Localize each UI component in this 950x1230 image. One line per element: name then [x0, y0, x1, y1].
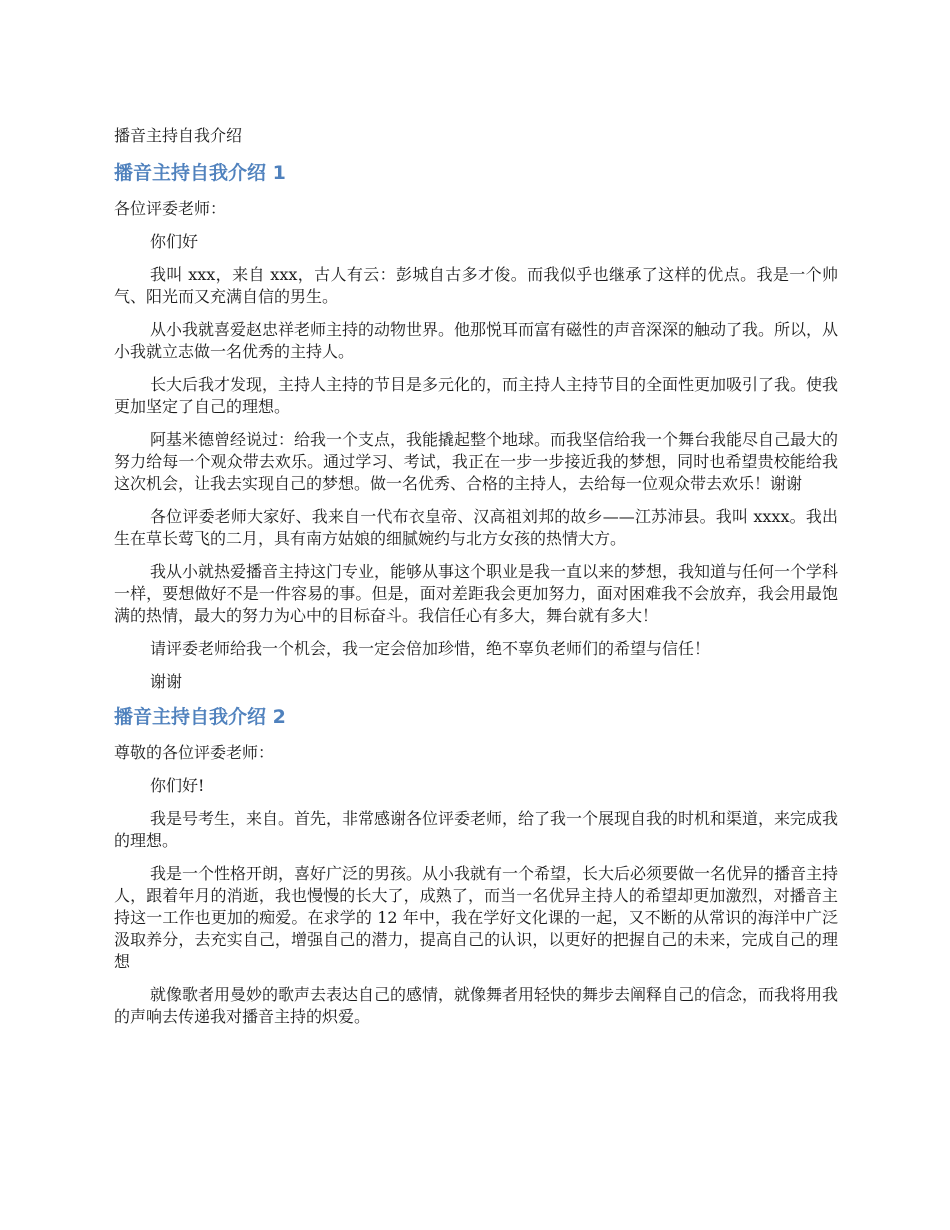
paragraph: 阿基米德曾经说过：给我一个支点，我能撬起整个地球。而我坚信给我一个舞台我能尽自己最大的努力给每一个观众带去欢乐。通过学习、考试，我正在一步一步接近我的梦想，同时也希望贵校能给我这次机会，让我去实现自己的梦想。做一名优秀、合格的主持人，去给每一位观众带去欢乐！谢谢 — [114, 430, 839, 493]
paragraph: 请评委老师给我一个机会，我一定会倍加珍惜，绝不辜负老师们的希望与信任！ — [150, 639, 711, 658]
paragraph: 我从小就热爱播音主持这门专业，能够从事这个职业是我一直以来的梦想，我知道与任何一个学科一样，要想做好不是一件容易的事。但是，面对差距我会更加努力，面对困难我不会放弃，我会用最饱满的热情，最大的努力为心中的目标奋斗。我信任心有多大，舞台就有多大！ — [114, 562, 839, 625]
section-heading: 播音主持自我介绍 2 — [114, 706, 286, 728]
paragraph: 各位评委老师大家好、我来自一代布衣皇帝、汉高祖刘邦的故乡——江苏沛县。我叫 xxxx。我出生在草长莺飞的二月，具有南方姑娘的细腻婉约与北方女孩的热情大方。 — [114, 507, 838, 548]
document-page — [114, 124, 838, 1039]
section-1 — [114, 160, 838, 693]
section-2 — [114, 704, 838, 1028]
paragraph: 我是一个性格开朗，喜好广泛的男孩。从小我就有一个希望，长大后必须要做一名优异的播音主持人，跟着年月的消逝，我也慢慢的长大了，成熟了，而当一名优异主持人的希望却更加激烈，对播音主持这一工作也更加的痴爱。在求学的 12 年中，我在学好文化课的一起，又不断的从常识的海洋中广泛汲取养分，去充实自己，增强自己的潜力，提高自己的认识，以更好的把握自己的未来，完成自己的理想 — [114, 864, 839, 971]
salutation: 尊敬的各位评委老师： — [114, 743, 275, 762]
paragraph: 长大后我才发现，主持人主持的节目是多元化的，而主持人主持节目的全面性更加吸引了我。使我更加坚定了自己的理想。 — [114, 375, 839, 416]
section-heading: 播音主持自我介绍 1 — [114, 162, 286, 184]
paragraph: 你们好 — [150, 232, 199, 251]
paragraph: 谢谢 — [150, 672, 183, 691]
paragraph: 我叫 xxx，来自 xxx，古人有云：彭城自古多才俊。而我似乎也继承了这样的优点。我是一个帅气、阳光而又充满自信的男生。 — [114, 265, 838, 306]
paragraph: 就像歌者用曼妙的歌声去表达自己的感情，就像舞者用轻快的舞步去阐释自己的信念，而我将用我的声响去传递我对播音主持的炽爱。 — [114, 985, 839, 1026]
document-title: 播音主持自我介绍 — [114, 126, 243, 145]
paragraph: 你们好! — [150, 776, 205, 795]
paragraph: 我是号考生，来自。首先，非常感谢各位评委老师，给了我一个展现自我的时机和渠道，来完成我的理想。 — [114, 809, 839, 850]
salutation: 各位评委老师： — [114, 199, 227, 218]
paragraph: 从小我就喜爱赵忠祥老师主持的动物世界。他那悦耳而富有磁性的声音深深的触动了我。所以，从小我就立志做一名优秀的主持人。 — [114, 320, 839, 361]
